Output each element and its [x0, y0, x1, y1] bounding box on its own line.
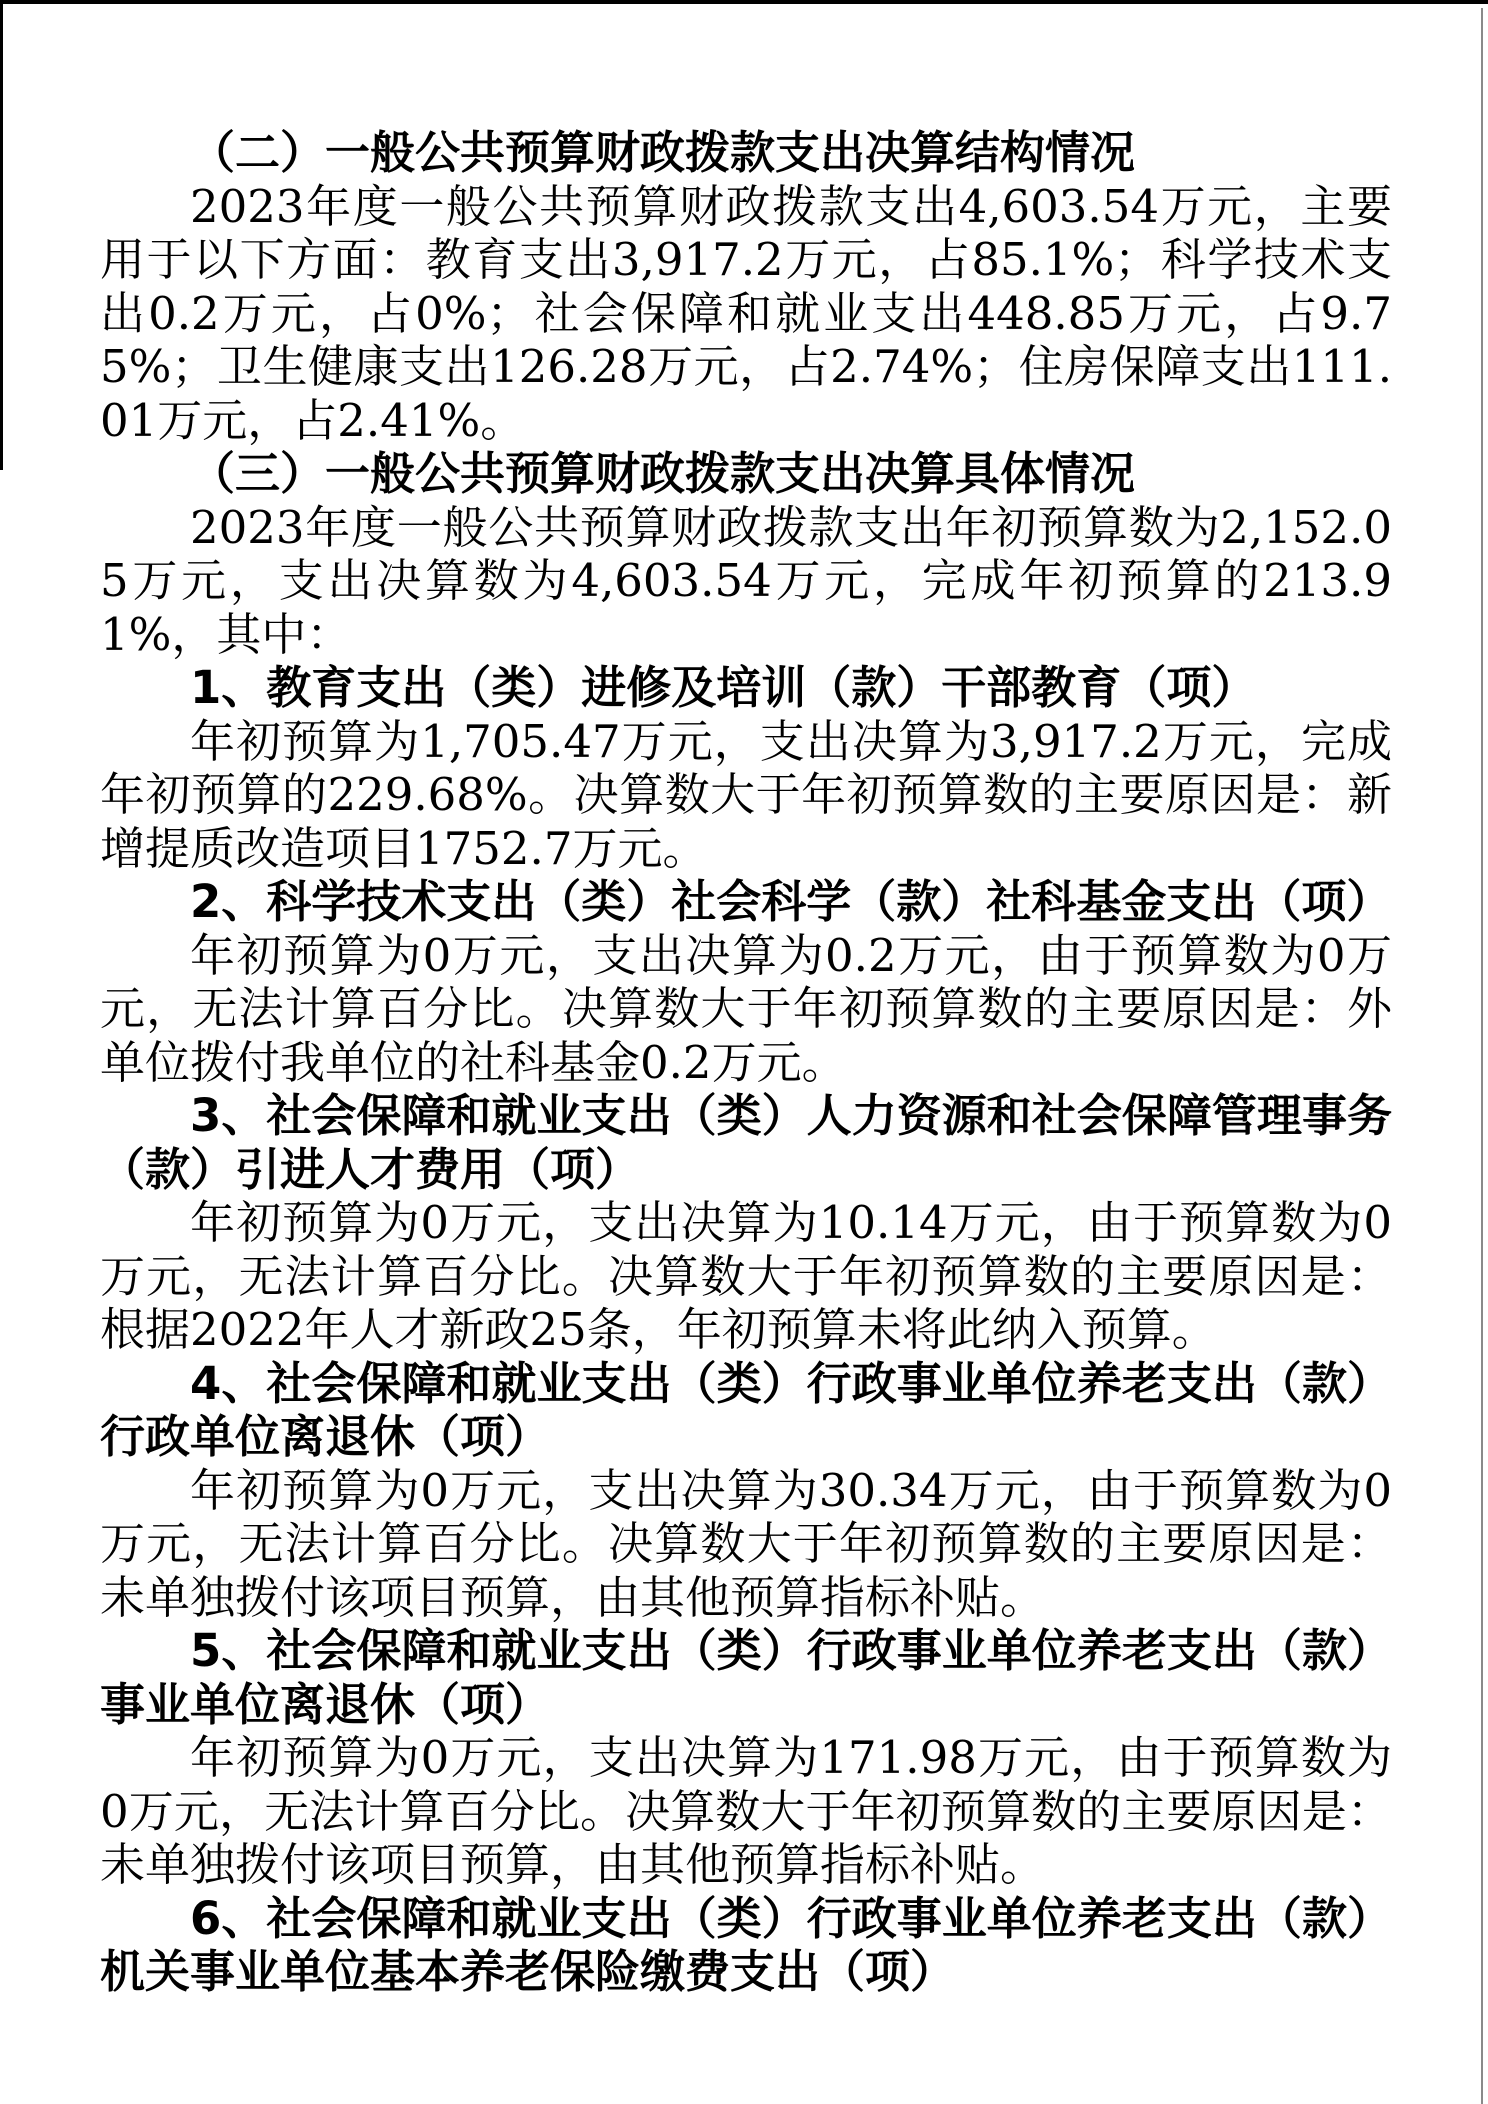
body-paragraph: 年初预算为0万元，支出决算为30.34万元，由于预算数为0万元，无法计算百分比。决算数大于年初预算数的主要原因是：未单独拨付该项目预算，由其他预算指标补贴。 [100, 1463, 1392, 1624]
body-paragraph: 年初预算为0万元，支出决算为10.14万元，由于预算数为0万元，无法计算百分比。决算数大于年初预算数的主要原因是：根据2022年人才新政25条，年初预算未将此纳入预算。 [100, 1196, 1392, 1356]
document-body [100, 126, 1392, 1999]
section-heading: 5、社会保障和就业支出（类）行政事业单位养老支出（款）事业单位离退休（项） [100, 1624, 1392, 1731]
section-heading: 2、科学技术支出（类）社会科学（款）社科基金支出（项） [190, 875, 1392, 928]
section-heading: （三）一般公共预算财政拨款支出决算具体情况 [190, 447, 1136, 500]
body-paragraph: 年初预算为0万元，支出决算为0.2万元，由于预算数为0万元，无法计算百分比。决算数大于年初预算数的主要原因是：外单位拨付我单位的社科基金0.2万元。 [100, 928, 1392, 1089]
section-heading: 4、社会保障和就业支出（类）行政事业单位养老支出（款）行政单位离退休（项） [100, 1356, 1392, 1463]
section-heading: （二）一般公共预算财政拨款支出决算结构情况 [190, 126, 1136, 179]
page-right-border [1481, 8, 1483, 2104]
section-heading: 6、社会保障和就业支出（类）行政事业单位养老支出（款）机关事业单位基本养老保险缴费支出（项） [100, 1891, 1392, 1998]
section-heading: 3、社会保障和就业支出（类）人力资源和社会保障管理事务（款）引进人才费用（项） [100, 1089, 1392, 1196]
body-paragraph: 年初预算为0万元，支出决算为171.98万元，由于预算数为0万元，无法计算百分比。决算数大于年初预算数的主要原因是：未单独拨付该项目预算，由其他预算指标补贴。 [100, 1731, 1392, 1891]
page-top-border [0, 0, 1488, 4]
section-heading: 1、教育支出（类）进修及培训（款）干部教育（项） [190, 661, 1257, 714]
body-paragraph: 年初预算为1,705.47万元，支出决算为3,917.2万元，完成年初预算的229.68%。决算数大于年初预算数的主要原因是：新增提质改造项目1752.7万元。 [100, 714, 1392, 875]
body-paragraph: 2023年度一般公共预算财政拨款支出4,603.54万元，主要用于以下方面：教育支出3,917.2万元，占85.1%；科学技术支出0.2万元，占0%；社会保障和就业支出448.85万元，占9.75%；卫生健康支出126.28万元，占2.74%；住房保障支出111.01万元，占2.41%。 [100, 179, 1392, 447]
body-paragraph: 2023年度一般公共预算财政拨款支出年初预算数为2,152.05万元，支出决算数为4,603.54万元，完成年初预算的213.91%，其中： [100, 500, 1392, 661]
page-left-border [0, 0, 3, 470]
